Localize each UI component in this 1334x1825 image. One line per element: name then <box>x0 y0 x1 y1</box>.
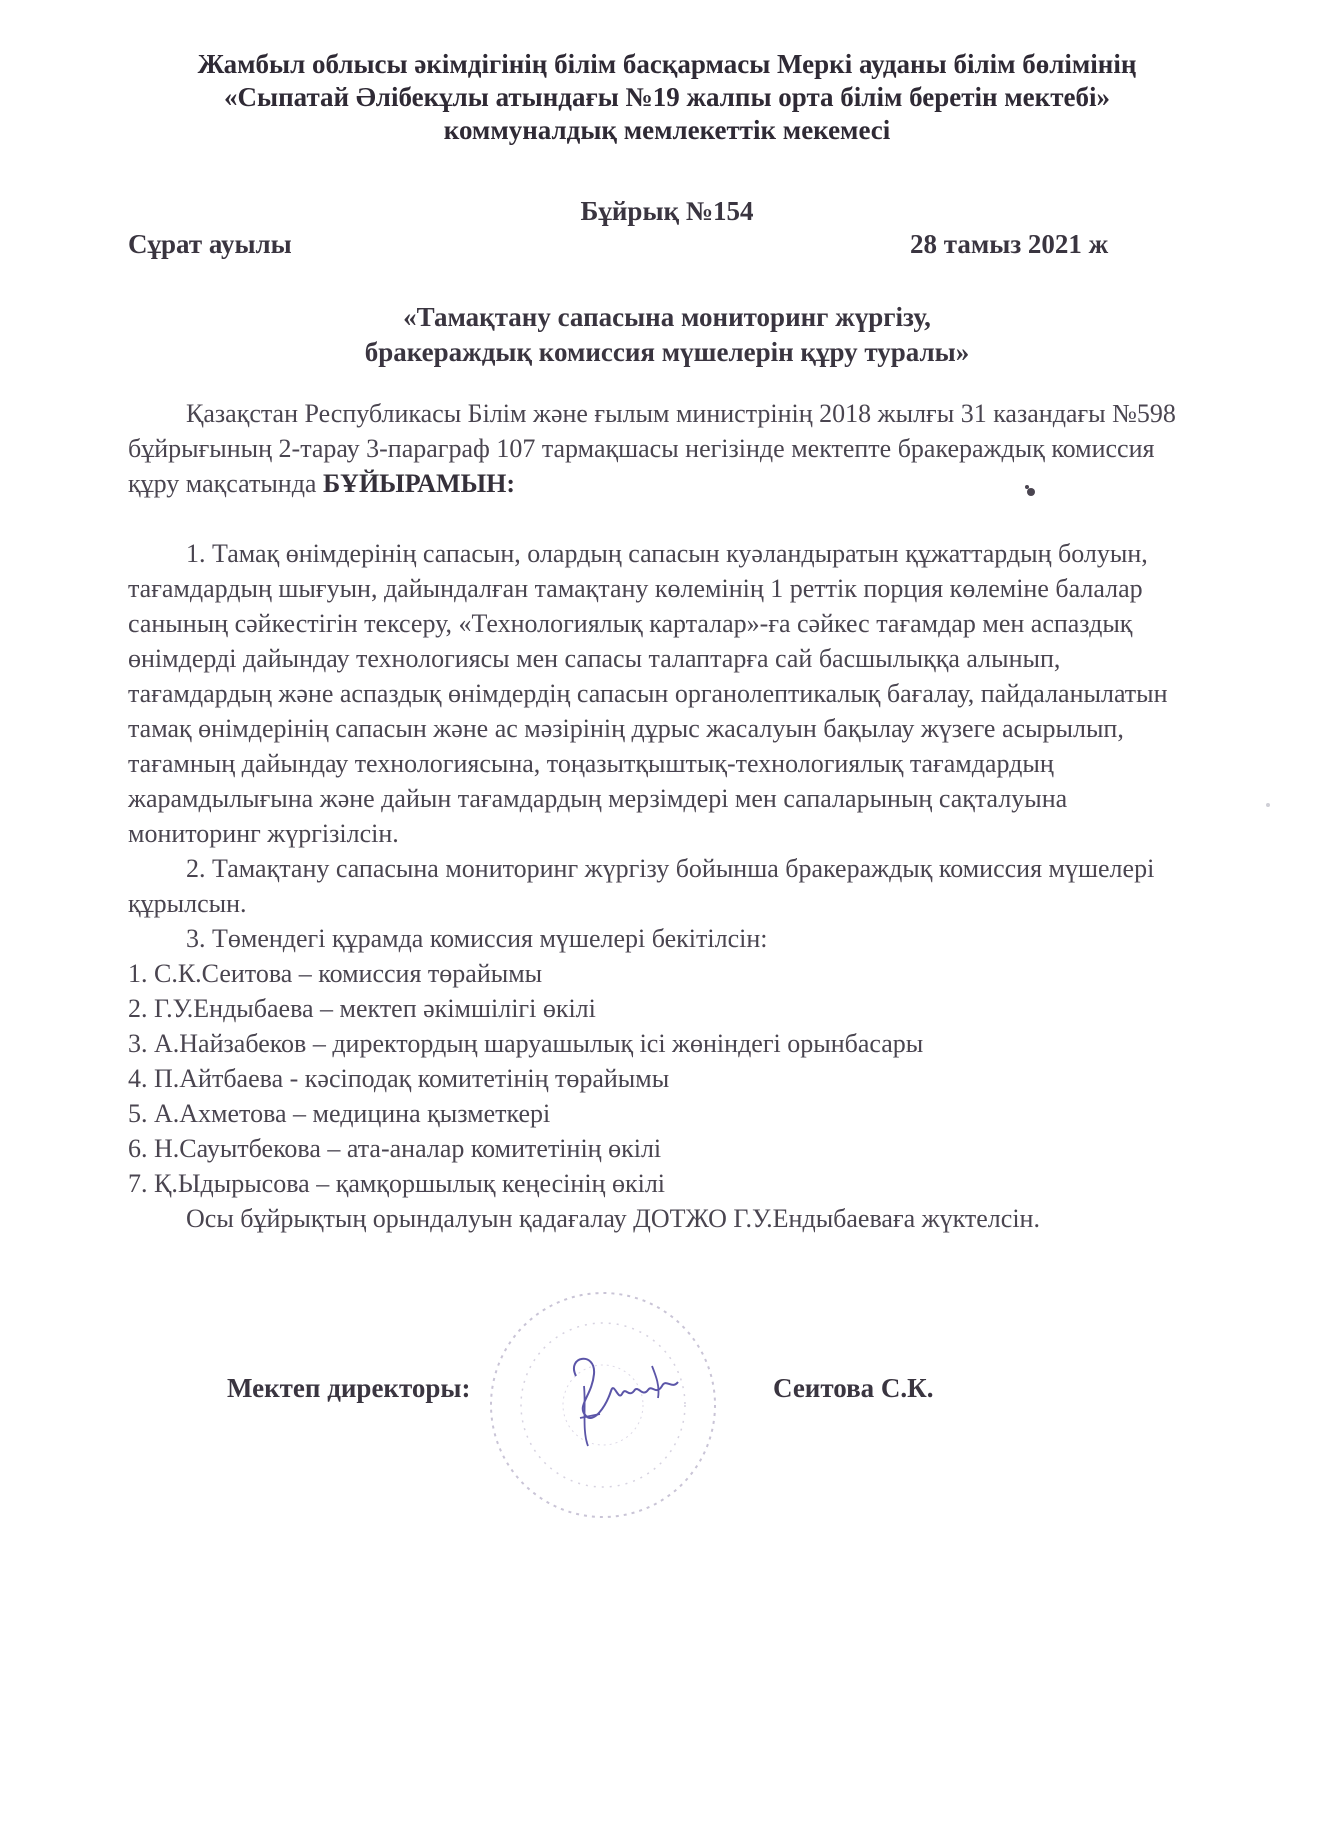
order-place: Сұрат ауылы <box>128 229 292 259</box>
org-name-line-3: коммуналдық мемлекеттік мекемесі <box>443 115 891 145</box>
order-item-1: 1. Тамақ өнімдерінің сапасын, олардың сапасын куәландыратын құжаттардың болуын, тағамдардың шығуын, дайындалған тамақтану көлемінің 1 реттік порция көлеміне балалар санының сәйкестігін тексеру, «Технологиялық карталар»-ға сәйкес тағамдар мен аспаздық өнімдерді дайындау технологиясы мен сапасы талаптарға сай басшылыққа алынып, тағамдардың және аспаздық өнімдердің сапасын органолептикалық бағалау, пайдаланылатын тамақ өнімдерінің сапасын және ас мәзірінің дұрыс жасалуын бақылау жүзеге асырылып, тағамның дайындау технологиясына, тоңазытқыштық-технологиялық тағамдардың жарамдылығына және дайын тағамдардың мерзімдері мен сапаларының сақталуына мониторинг жүргізілсін. <box>128 539 1168 848</box>
commission-member: 7. Қ.Ыдырысова – қамқоршылық кеңесінің өкілі <box>128 1169 666 1198</box>
closing-paragraph: Осы бұйрықтың орындалуын қадағалау ДОТЖО Г.У.Ендыбаеваға жүктелсін. <box>186 1204 1040 1233</box>
commission-member: 1. С.К.Сеитова – комиссия төрайымы <box>128 959 543 988</box>
subject-line-1: «Тамақтану сапасына мониторинг жүргізу, <box>403 302 931 332</box>
commission-member: 5. А.Ахметова – медицина қызметкері <box>128 1099 551 1128</box>
commission-member: 4. П.Айтбаева - кәсіподақ комитетінің төрайымы <box>128 1064 670 1093</box>
subject-line-2: бракераждық комиссия мүшелерін құру туралы» <box>364 337 970 367</box>
org-name-line-1: Жамбыл облысы әкімдігінің білім басқармасы Меркі ауданы білім бөлімінің <box>197 49 1137 79</box>
order-item-2: 2. Тамақтану сапасына мониторинг жүргізу бойынша бракераждық комиссия мүшелері құрылсын. <box>128 854 1155 918</box>
order-date: 28 тамыз 2021 ж <box>910 229 1109 259</box>
decree-word: БҰЙЫРАМЫН: <box>322 469 515 498</box>
signatory-name: Сеитова С.К. <box>773 1373 934 1403</box>
order-number: Бұйрық №154 <box>580 196 754 226</box>
signatory-role: Мектеп директоры: <box>227 1373 471 1403</box>
org-name-line-2: «Сыпатай Әлібекұлы атындағы №19 жалпы орта білім беретін мектебі» <box>224 82 1110 112</box>
commission-member: 6. Н.Сауытбекова – ата-аналар комитетінің өкілі <box>128 1134 662 1163</box>
preamble-text: Қазақстан Республикасы Білім және ғылым министрінің 2018 жылғы 31 казандағы №598 бұйрығының 2-тарау 3-параграф 107 тармақшасы негізінде мектепте бракераждық комиссия құру мақсатында <box>128 399 1176 498</box>
commission-member: 2. Г.У.Ендыбаева – мектеп әкімшілігі өкілі <box>128 994 596 1023</box>
commission-member: 3. А.Найзабеков – директордың шаруашылық ісі жөніндегі орынбасары <box>128 1029 924 1058</box>
order-item-3: 3. Төмендегі құрамда комиссия мүшелері бекітілсін: <box>186 924 768 953</box>
